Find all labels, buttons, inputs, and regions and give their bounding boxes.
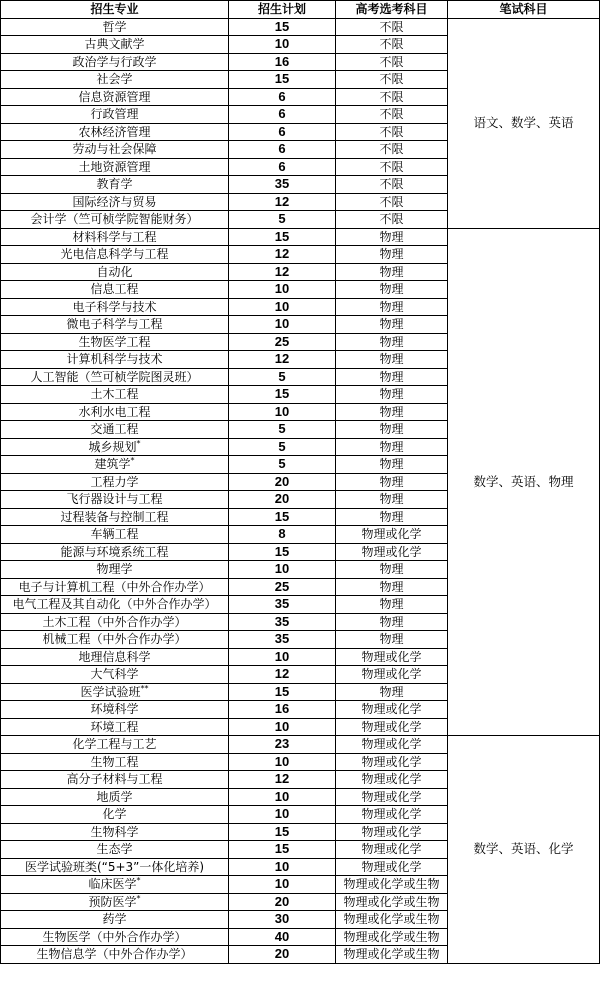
exam-subject-cell: 物理 [336,316,448,334]
major-name: 行政管理 [90,107,139,122]
exam-subject-cell: 物理 [336,281,448,299]
major-name: 土木工程 [90,387,139,402]
plan-cell: 25 [229,333,336,351]
exam-subject-cell: 物理或化学 [336,736,448,754]
major-cell [1,281,229,299]
major-cell [1,228,229,246]
exam-subject-cell: 物理 [336,333,448,351]
header-written-subject: 笔试科目 [448,1,600,19]
major-cell [1,788,229,806]
major-cell [1,806,229,824]
exam-subject-cell: 物理或化学 [336,701,448,719]
plan-cell: 10 [229,403,336,421]
major-name: 生物医学（中外合作办学） [42,929,187,944]
plan-cell: 35 [229,176,336,194]
exam-subject-cell: 物理或化学 [336,806,448,824]
footnote-mark: * [136,438,141,448]
plan-cell: 10 [229,648,336,666]
major-name: 会计学（竺可桢学院智能财务） [30,212,199,227]
footnote-mark: ** [140,683,149,693]
plan-cell: 5 [229,368,336,386]
exam-subject-cell: 物理 [336,683,448,701]
major-name: 生态学 [96,842,133,857]
table-body [1,18,600,963]
exam-subject-cell: 不限 [336,71,448,89]
major-name: 交通工程 [90,422,139,437]
plan-cell: 15 [229,543,336,561]
written-subject-cell: 语文、数学、英语 [448,18,600,228]
major-name: 医学试验班 [80,684,141,699]
exam-subject-cell: 物理 [336,351,448,369]
major-name: 自动化 [96,264,133,279]
exam-subject-cell: 物理或化学 [336,753,448,771]
plan-cell: 20 [229,473,336,491]
plan-cell: 25 [229,578,336,596]
major-name: 社会学 [96,72,133,87]
major-name: 地理信息科学 [78,649,151,664]
major-name: 生物工程 [90,754,139,769]
major-name: 临床医学 [88,877,137,892]
major-cell [1,211,229,229]
major-cell [1,561,229,579]
plan-cell: 16 [229,53,336,71]
plan-cell: 6 [229,106,336,124]
major-cell [1,491,229,509]
table-row [1,228,600,246]
major-name: 工程力学 [90,474,139,489]
plan-cell: 8 [229,526,336,544]
plan-cell: 10 [229,806,336,824]
major-cell [1,893,229,911]
exam-subject-cell: 物理 [336,596,448,614]
major-name: 物理学 [96,562,133,577]
exam-subject-cell: 不限 [336,106,448,124]
major-cell [1,858,229,876]
major-name: 机械工程（中外合作办学） [42,632,187,647]
exam-subject-cell: 物理 [336,298,448,316]
major-name: 土地资源管理 [78,159,151,174]
exam-subject-cell: 不限 [336,36,448,54]
major-name: 生物信息学（中外合作办学） [36,947,193,962]
plan-cell: 15 [229,823,336,841]
plan-cell: 10 [229,788,336,806]
plan-cell: 35 [229,613,336,631]
exam-subject-cell: 物理 [336,508,448,526]
exam-subject-cell: 不限 [336,176,448,194]
plan-cell: 12 [229,666,336,684]
plan-cell: 12 [229,263,336,281]
plan-cell: 5 [229,211,336,229]
plan-cell: 15 [229,841,336,859]
major-cell [1,666,229,684]
footnote-mark: * [136,876,141,886]
header-row [1,1,600,19]
major-name: 环境科学 [90,702,139,717]
major-cell [1,106,229,124]
major-name: 城乡规划 [88,439,137,454]
plan-cell: 15 [229,228,336,246]
major-name: 电气工程及其自动化（中外合作办学） [12,597,217,612]
exam-subject-cell: 物理或化学 [336,771,448,789]
major-cell [1,771,229,789]
major-cell [1,18,229,36]
major-cell [1,263,229,281]
exam-subject-cell: 物理或化学 [336,526,448,544]
exam-subject-cell: 不限 [336,193,448,211]
major-cell [1,88,229,106]
plan-cell: 20 [229,946,336,964]
major-name: 生物科学 [90,824,139,839]
major-cell [1,596,229,614]
major-name: 预防医学 [88,894,137,909]
plan-cell: 12 [229,246,336,264]
plan-cell: 10 [229,753,336,771]
major-name: 医学试验班类(“5+3”一体化培养) [24,859,205,874]
exam-subject-cell: 物理或化学 [336,718,448,736]
plan-cell: 10 [229,876,336,894]
major-cell [1,578,229,596]
major-name: 能源与环境系统工程 [60,544,169,559]
exam-subject-cell: 物理 [336,456,448,474]
exam-subject-cell: 物理或化学 [336,788,448,806]
major-name: 信息工程 [90,282,139,297]
plan-cell: 15 [229,683,336,701]
plan-cell: 12 [229,351,336,369]
plan-cell: 10 [229,298,336,316]
major-cell [1,403,229,421]
major-cell [1,648,229,666]
exam-subject-cell: 物理 [336,473,448,491]
exam-subject-cell: 不限 [336,141,448,159]
major-cell [1,876,229,894]
major-cell [1,141,229,159]
exam-subject-cell: 物理 [336,403,448,421]
plan-cell: 15 [229,71,336,89]
major-name: 水利水电工程 [78,404,151,419]
major-cell [1,928,229,946]
major-cell [1,823,229,841]
major-name: 信息资源管理 [78,89,151,104]
exam-subject-cell: 不限 [336,53,448,71]
plan-cell: 16 [229,701,336,719]
major-name: 农林经济管理 [78,124,151,139]
exam-subject-cell: 物理或化学 [336,823,448,841]
major-name: 土木工程（中外合作办学） [42,614,187,629]
major-cell [1,123,229,141]
major-cell [1,421,229,439]
major-cell [1,176,229,194]
major-cell [1,841,229,859]
major-name: 教育学 [96,177,133,192]
major-name: 高分子材料与工程 [66,772,163,787]
major-cell [1,36,229,54]
exam-subject-cell: 不限 [336,88,448,106]
plan-cell: 35 [229,596,336,614]
major-cell [1,71,229,89]
major-name: 计算机科学与技术 [66,352,163,367]
major-name: 飞行器设计与工程 [66,492,163,507]
exam-subject-cell: 物理或化学 [336,648,448,666]
exam-subject-cell: 物理或化学或生物 [336,893,448,911]
exam-subject-cell: 物理或化学或生物 [336,928,448,946]
plan-cell: 12 [229,193,336,211]
exam-subject-cell: 不限 [336,18,448,36]
written-subject-cell: 数学、英语、化学 [448,736,600,964]
footnote-mark: * [130,456,135,466]
exam-subject-cell: 物理或化学 [336,858,448,876]
major-name: 哲学 [102,19,127,34]
exam-subject-cell: 物理 [336,246,448,264]
exam-subject-cell: 物理 [336,228,448,246]
major-name: 化学工程与工艺 [72,737,157,752]
major-cell [1,158,229,176]
major-cell [1,736,229,754]
major-name: 过程装备与控制工程 [60,509,169,524]
major-name: 药学 [102,912,127,927]
major-name: 光电信息科学与工程 [60,247,169,262]
exam-subject-cell: 物理 [336,438,448,456]
plan-cell: 20 [229,893,336,911]
major-name: 生物医学工程 [78,334,151,349]
written-subject-cell: 数学、英语、物理 [448,228,600,736]
exam-subject-cell: 物理或化学 [336,841,448,859]
major-cell [1,333,229,351]
plan-cell: 5 [229,438,336,456]
plan-cell: 10 [229,718,336,736]
major-cell [1,683,229,701]
plan-cell: 10 [229,281,336,299]
major-name: 车辆工程 [90,527,139,542]
exam-subject-cell: 物理 [336,368,448,386]
plan-cell: 23 [229,736,336,754]
major-name: 材料科学与工程 [72,229,157,244]
plan-cell: 5 [229,456,336,474]
major-name: 建筑学 [94,457,131,472]
exam-subject-cell: 物理 [336,386,448,404]
plan-cell: 10 [229,561,336,579]
major-name: 古典文献学 [84,37,145,52]
major-cell [1,753,229,771]
plan-cell: 15 [229,508,336,526]
exam-subject-cell: 物理或化学或生物 [336,876,448,894]
plan-cell: 10 [229,316,336,334]
major-name: 环境工程 [90,719,139,734]
major-cell [1,53,229,71]
exam-subject-cell: 物理 [336,491,448,509]
plan-cell: 40 [229,928,336,946]
major-cell [1,386,229,404]
exam-subject-cell: 不限 [336,211,448,229]
plan-cell: 6 [229,88,336,106]
major-name: 化学 [102,807,127,822]
exam-subject-cell: 物理 [336,263,448,281]
major-cell [1,438,229,456]
major-cell [1,456,229,474]
major-name: 地质学 [96,789,133,804]
major-name: 微电子科学与工程 [66,317,163,332]
exam-subject-cell: 物理 [336,578,448,596]
major-cell [1,368,229,386]
exam-subject-cell: 物理或化学 [336,666,448,684]
major-cell [1,543,229,561]
plan-cell: 12 [229,771,336,789]
major-cell [1,526,229,544]
plan-cell: 15 [229,18,336,36]
plan-cell: 20 [229,491,336,509]
major-cell [1,911,229,929]
plan-cell: 6 [229,141,336,159]
exam-subject-cell: 物理 [336,561,448,579]
major-cell [1,631,229,649]
header-exam-subject: 高考选考科目 [336,1,448,19]
major-name: 电子与计算机工程（中外合作办学） [18,579,211,594]
major-cell [1,246,229,264]
header-major: 招生专业 [1,1,229,19]
exam-subject-cell: 不限 [336,123,448,141]
table-row [1,736,600,754]
exam-subject-cell: 物理或化学或生物 [336,946,448,964]
major-cell [1,351,229,369]
exam-subject-cell: 物理 [336,631,448,649]
plan-cell: 6 [229,158,336,176]
major-cell [1,473,229,491]
major-cell [1,193,229,211]
major-cell [1,946,229,964]
exam-subject-cell: 物理 [336,421,448,439]
exam-subject-cell: 物理或化学或生物 [336,911,448,929]
major-name: 政治学与行政学 [72,54,157,69]
exam-subject-cell: 不限 [336,158,448,176]
exam-subject-cell: 物理或化学 [336,543,448,561]
major-name: 人工智能（竺可桢学院图灵班） [30,369,199,384]
plan-cell: 10 [229,858,336,876]
major-name: 大气科学 [90,667,139,682]
table-row [1,18,600,36]
major-cell [1,508,229,526]
major-name: 国际经济与贸易 [72,194,157,209]
major-name: 电子科学与技术 [72,299,157,314]
major-cell [1,613,229,631]
exam-subject-cell: 物理 [336,613,448,631]
plan-cell: 15 [229,386,336,404]
major-cell [1,316,229,334]
plan-cell: 30 [229,911,336,929]
plan-cell: 5 [229,421,336,439]
header-plan: 招生计划 [229,1,336,19]
plan-cell: 35 [229,631,336,649]
major-cell [1,701,229,719]
plan-cell: 10 [229,36,336,54]
major-cell [1,718,229,736]
major-cell [1,298,229,316]
plan-cell: 6 [229,123,336,141]
major-name: 劳动与社会保障 [72,142,157,157]
footnote-mark: * [136,893,141,903]
